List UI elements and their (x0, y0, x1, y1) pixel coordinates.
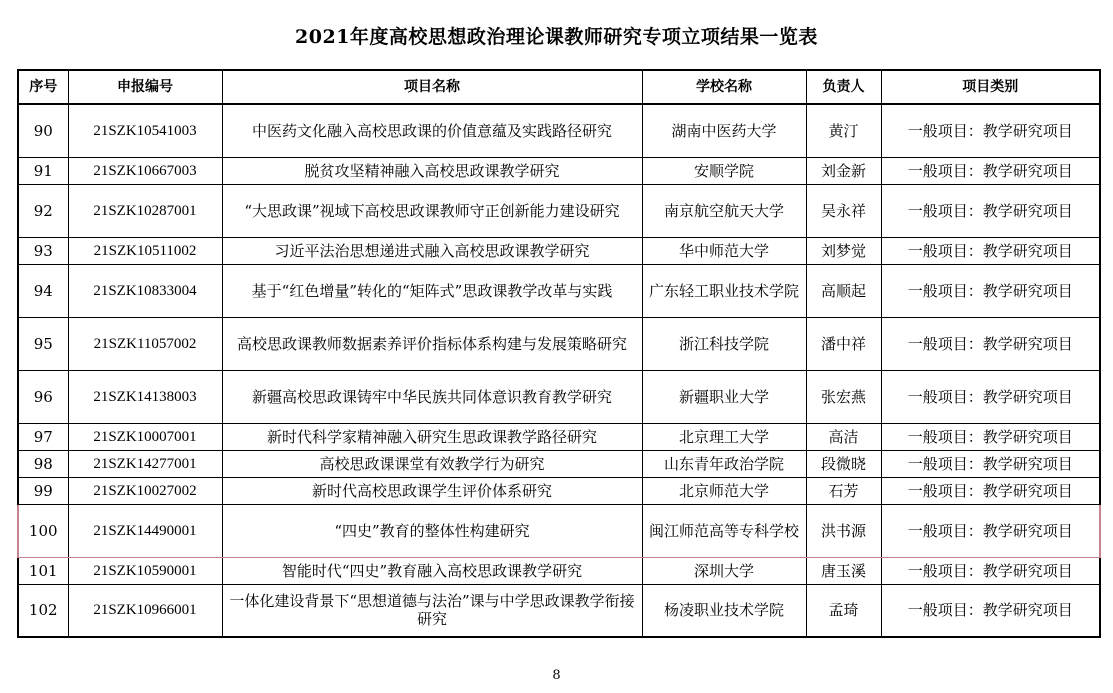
cell-school: 华中师范大学 (642, 237, 806, 264)
cell-leader: 黄汀 (806, 104, 881, 157)
cell-code: 21SZK10541003 (68, 104, 222, 157)
cell-index: 90 (18, 104, 68, 157)
table-row (18, 184, 1100, 237)
table-row (18, 423, 1100, 450)
table-row (18, 317, 1100, 370)
cell-category: 一般项目：教学研究项目 (881, 317, 1100, 370)
cell-project: 基于“红色增量”转化的“矩阵式”思政课教学改革与实践 (222, 264, 642, 317)
cell-category: 一般项目：教学研究项目 (881, 237, 1100, 264)
cell-leader: 吴永祥 (806, 184, 881, 237)
cell-category: 一般项目：教学研究项目 (881, 557, 1100, 584)
table-row (18, 450, 1100, 477)
cell-code: 21SZK14277001 (68, 450, 222, 477)
cell-leader: 石芳 (806, 477, 881, 504)
cell-index: 99 (18, 477, 68, 504)
cell-code: 21SZK10590001 (68, 557, 222, 584)
cell-project: 高校思政课课堂有效教学行为研究 (222, 450, 642, 477)
cell-category: 一般项目：教学研究项目 (881, 264, 1100, 317)
table-row (18, 264, 1100, 317)
cell-project: “四史”教育的整体性构建研究 (222, 504, 642, 557)
cell-project: 脱贫攻坚精神融入高校思政课教学研究 (222, 157, 642, 184)
cell-code: 21SZK10511002 (68, 237, 222, 264)
cell-code: 21SZK10966001 (68, 584, 222, 637)
cell-project: 智能时代“四史”教育融入高校思政课教学研究 (222, 557, 642, 584)
cell-code: 21SZK14138003 (68, 370, 222, 423)
cell-category: 一般项目：教学研究项目 (881, 184, 1100, 237)
cell-school: 山东青年政治学院 (642, 450, 806, 477)
cell-index: 95 (18, 317, 68, 370)
cell-project: 习近平法治思想递进式融入高校思政课教学研究 (222, 237, 642, 264)
cell-code: 21SZK14490001 (68, 504, 222, 557)
cell-school: 安顺学院 (642, 157, 806, 184)
cell-school: 闽江师范高等专科学校 (642, 504, 806, 557)
cell-leader: 高顺起 (806, 264, 881, 317)
cell-school: 北京理工大学 (642, 423, 806, 450)
cell-code: 21SZK10027002 (68, 477, 222, 504)
cell-school: 湖南中医药大学 (642, 104, 806, 157)
cell-leader: 刘梦觉 (806, 237, 881, 264)
table-row (18, 237, 1100, 264)
cell-school: 广东轻工职业技术学院 (642, 264, 806, 317)
cell-category: 一般项目：教学研究项目 (881, 504, 1100, 557)
header-leader: 负责人 (806, 70, 881, 104)
cell-leader: 刘金新 (806, 157, 881, 184)
cell-project: 一体化建设背景下“思想道德与法治”课与中学思政课教学衔接研究 (222, 584, 642, 637)
header-project: 项目名称 (222, 70, 642, 104)
table-row (18, 477, 1100, 504)
cell-index: 92 (18, 184, 68, 237)
cell-school: 南京航空航天大学 (642, 184, 806, 237)
cell-leader: 洪书源 (806, 504, 881, 557)
cell-leader: 孟琦 (806, 584, 881, 637)
cell-leader: 潘中祥 (806, 317, 881, 370)
cell-index: 94 (18, 264, 68, 317)
cell-leader: 张宏燕 (806, 370, 881, 423)
page-number: 8 (552, 668, 561, 683)
cell-school: 北京师范大学 (642, 477, 806, 504)
document-title: 2021年度高校思想政治理论课教师研究专项立项结果一览表 (295, 26, 818, 48)
cell-leader: 段微晓 (806, 450, 881, 477)
table-row (18, 584, 1100, 637)
cell-category: 一般项目：教学研究项目 (881, 584, 1100, 637)
cell-project: 新时代科学家精神融入研究生思政课教学路径研究 (222, 423, 642, 450)
cell-category: 一般项目：教学研究项目 (881, 423, 1100, 450)
cell-index: 102 (18, 584, 68, 637)
header-index: 序号 (18, 70, 68, 104)
cell-code: 21SZK10833004 (68, 264, 222, 317)
cell-school: 新疆职业大学 (642, 370, 806, 423)
table-row (18, 157, 1100, 184)
table-row (18, 370, 1100, 423)
cell-index: 93 (18, 237, 68, 264)
cell-index: 100 (18, 504, 68, 557)
cell-school: 杨凌职业技术学院 (642, 584, 806, 637)
cell-project: 中医药文化融入高校思政课的价值意蕴及实践路径研究 (222, 104, 642, 157)
table-header-row (18, 70, 1100, 104)
table-row-highlighted (18, 504, 1100, 557)
header-school: 学校名称 (642, 70, 806, 104)
cell-index: 98 (18, 450, 68, 477)
cell-project: “大思政课”视域下高校思政课教师守正创新能力建设研究 (222, 184, 642, 237)
cell-category: 一般项目：教学研究项目 (881, 477, 1100, 504)
cell-index: 97 (18, 423, 68, 450)
cell-index: 91 (18, 157, 68, 184)
header-category: 项目类别 (881, 70, 1100, 104)
cell-project: 高校思政课教师数据素养评价指标体系构建与发展策略研究 (222, 317, 642, 370)
cell-project: 新时代高校思政课学生评价体系研究 (222, 477, 642, 504)
cell-code: 21SZK10667003 (68, 157, 222, 184)
cell-code: 21SZK11057002 (68, 317, 222, 370)
cell-index: 96 (18, 370, 68, 423)
cell-school: 深圳大学 (642, 557, 806, 584)
cell-category: 一般项目：教学研究项目 (881, 450, 1100, 477)
cell-project: 新疆高校思政课铸牢中华民族共同体意识教育教学研究 (222, 370, 642, 423)
cell-category: 一般项目：教学研究项目 (881, 370, 1100, 423)
results-table (17, 69, 1101, 638)
table-row (18, 557, 1100, 584)
cell-leader: 唐玉溪 (806, 557, 881, 584)
cell-code: 21SZK10287001 (68, 184, 222, 237)
cell-index: 101 (18, 557, 68, 584)
cell-category: 一般项目：教学研究项目 (881, 104, 1100, 157)
cell-category: 一般项目：教学研究项目 (881, 157, 1100, 184)
cell-leader: 高洁 (806, 423, 881, 450)
table-row (18, 104, 1100, 157)
cell-code: 21SZK10007001 (68, 423, 222, 450)
cell-school: 浙江科技学院 (642, 317, 806, 370)
header-code: 申报编号 (68, 70, 222, 104)
